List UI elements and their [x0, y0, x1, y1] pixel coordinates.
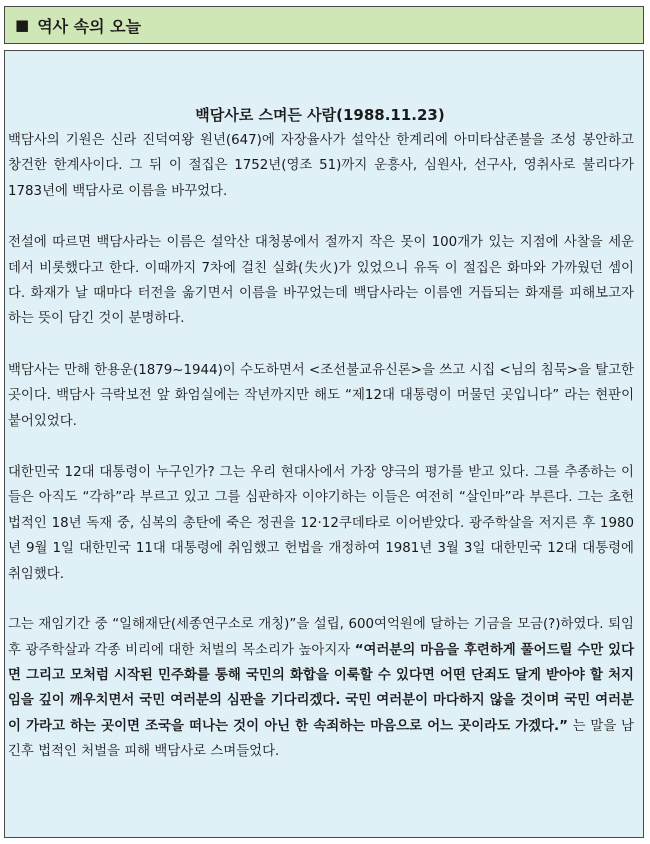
black-square-icon: ■: [15, 16, 30, 34]
section-title: 역사 속의 오늘: [37, 16, 142, 36]
paragraph-manhae: 백담사는 만해 한용운(1879~1944)이 수도하면서 <조선불교유신론>을 쓰고 시집 <님의 침묵>을 탈고한 곳이다. 백담사 극락보전 앞 화엄실에는 작년까지만 해도 “제12대 대통령이 머물던 곳입니다” 라는 현판이 붙어있었다.: [8, 362, 634, 429]
apology-quote: “여러분의 마음을 후련하게 풀어드릴 수만 있다면 그리고 모처럼 시작된 민주화를 통해 국민의 화합을 이룩할 수 있다면 어떤 단죄도 달게 받아야 할 처지임을 깊이 깨우치면서 국민 여러분의 심판을 기다리겠다. 국민 여러분이 마다하지 않을 것이며 국민 여러분이 가라고 하는 곳이면 조국을 떠나는 것이 아닌 한 속죄하는 마음으로 어느 곳이라도 가겠다.”: [8, 642, 635, 734]
section-header: [4, 6, 644, 44]
article-body: [8, 128, 634, 791]
paragraph-origin: 백담사의 기원은 신라 진덕여왕 원년(647)에 자장율사가 설악산 한계리에 아미타삼존불을 조성 봉안하고 창건한 한계사이다. 그 뒤 이 절집은 1752년(영조 51)까지 운흥사, 심원사, 선구사, 영취사로 불리다가 1783년에 백담사로 이름을 바꾸었다.: [8, 133, 634, 199]
paragraph-legend: 전설에 따르면 백담사라는 이름은 설악산 대청봉에서 절까지 작은 못이 100개가 있는 지점에 사찰을 세운 데서 비롯했다고 한다. 이때까지 7차에 걸친 실화(失火)가 있었으니 유독 이 절집은 화마와 가까웠던 셈이다. 화재가 날 때마다 터전을 옮기면서 이름을 바꾸었는데 백담사라는 이름엔 거듭되는 화재를 피해보고자 하는 뜻이 담긴 것이 분명하다.: [8, 235, 634, 327]
paragraph-retreat: [8, 612, 634, 764]
retreat-text-end: 는 말을 남긴후 법적인 처벌을 피해 백담사로 스며들었다.: [8, 718, 634, 760]
retreat-text-start: 그는 재임기간 중 “일해재단(세종연구소로 개칭)”을 설립, 600여억원에 달하는 기금을 모금(?)하였다. 퇴임 후 광주학살과 각종 비리에 대한 처벌의 목소리가 높아지자: [8, 617, 634, 658]
paragraph-president: 대한민국 12대 대통령이 누구인가? 그는 우리 현대사에서 가장 양극의 평가를 받고 있다. 그를 추종하는 이들은 아직도 “각하”라 부르고 있고 그를 심판하자 이야기하는 이들은 여전히 “살인마”라 부른다. 그는 초헌법적인 18년 독재 중, 심복의 총탄에 죽은 정권을 12·12쿠데타로 이어받았다. 광주학살을 저지른 후 1980년 9월 1일 대한민국 11대 대통령에 취임했고 헌법을 개정하여 1981년 3월 3일 대한민국 12대 대통령에 취임했다.: [8, 465, 634, 582]
article-title: 백담사로 스며든 사람(1988.11.23): [195, 106, 445, 124]
